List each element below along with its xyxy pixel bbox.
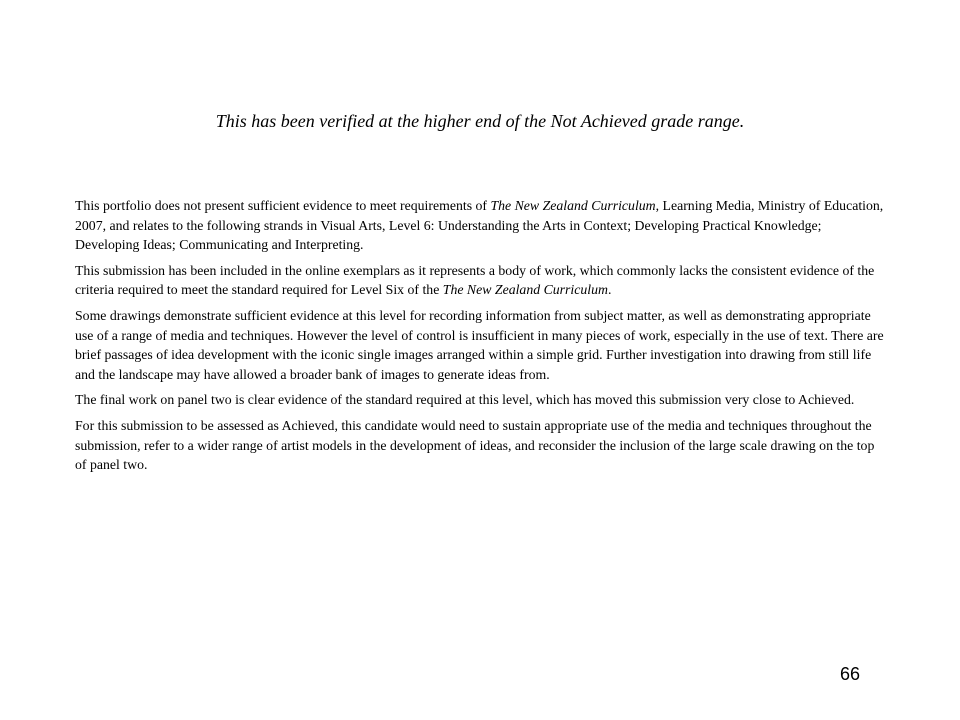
paragraph-final-work: The final work on panel two is clear evidence of the standard required at this level, which has moved this submission very close to Achieved.: [75, 392, 855, 408]
paragraph-improvement-advice: For this submission to be assessed as Achieved, this candidate would need to sustain appropriate use of the media and techniques throughout the submission, refer to a wider range of artist models in the development of ideas, and reconsider the inclusion of the large scale drawing on the top of panel two.: [75, 417, 875, 473]
paragraph-text: , Learning Media, Ministry of Education, 2007, and relates to the following strands in Visual Arts, Level 6: Understanding the Arts in Context; Developing Practical Knowledge; Developing Ideas; Communicating and Interpreting.: [75, 198, 884, 253]
paragraph-curriculum-requirements: [75, 196, 887, 255]
paragraph-text: This submission has been included in the online exemplars as it represents a body of work, which commonly lacks the consistent evidence of the criteria required to meet the standard required for Level Six of the: [75, 262, 875, 298]
paragraph-exemplar-inclusion: [75, 261, 887, 300]
assessment-commentary: [75, 196, 887, 481]
curriculum-title: The New Zealand Curriculum: [490, 198, 656, 213]
paragraph-text: This portfolio does not present sufficient evidence to meet requirements of: [75, 198, 491, 213]
paragraph-text: .: [607, 282, 612, 298]
curriculum-title: The New Zealand Curriculum: [442, 282, 608, 298]
page-number: 66: [840, 664, 861, 684]
grade-verdict-heading: This has been verified at the higher end of the Not Achieved grade range.: [215, 111, 745, 131]
paragraph-drawing-evidence: Some drawings demonstrate sufficient evidence at this level for recording information from subject matter, as well as demonstrating appropriate use of a range of media and techniques. However the level of control is insufficient in many pieces of work, especially in the use of text. There are brief passages of idea development with the iconic single images arranged within a simple grid. Further investigation into drawing from still life and the landscape may have allowed a broader bank of images to generate ideas from.: [75, 307, 884, 382]
